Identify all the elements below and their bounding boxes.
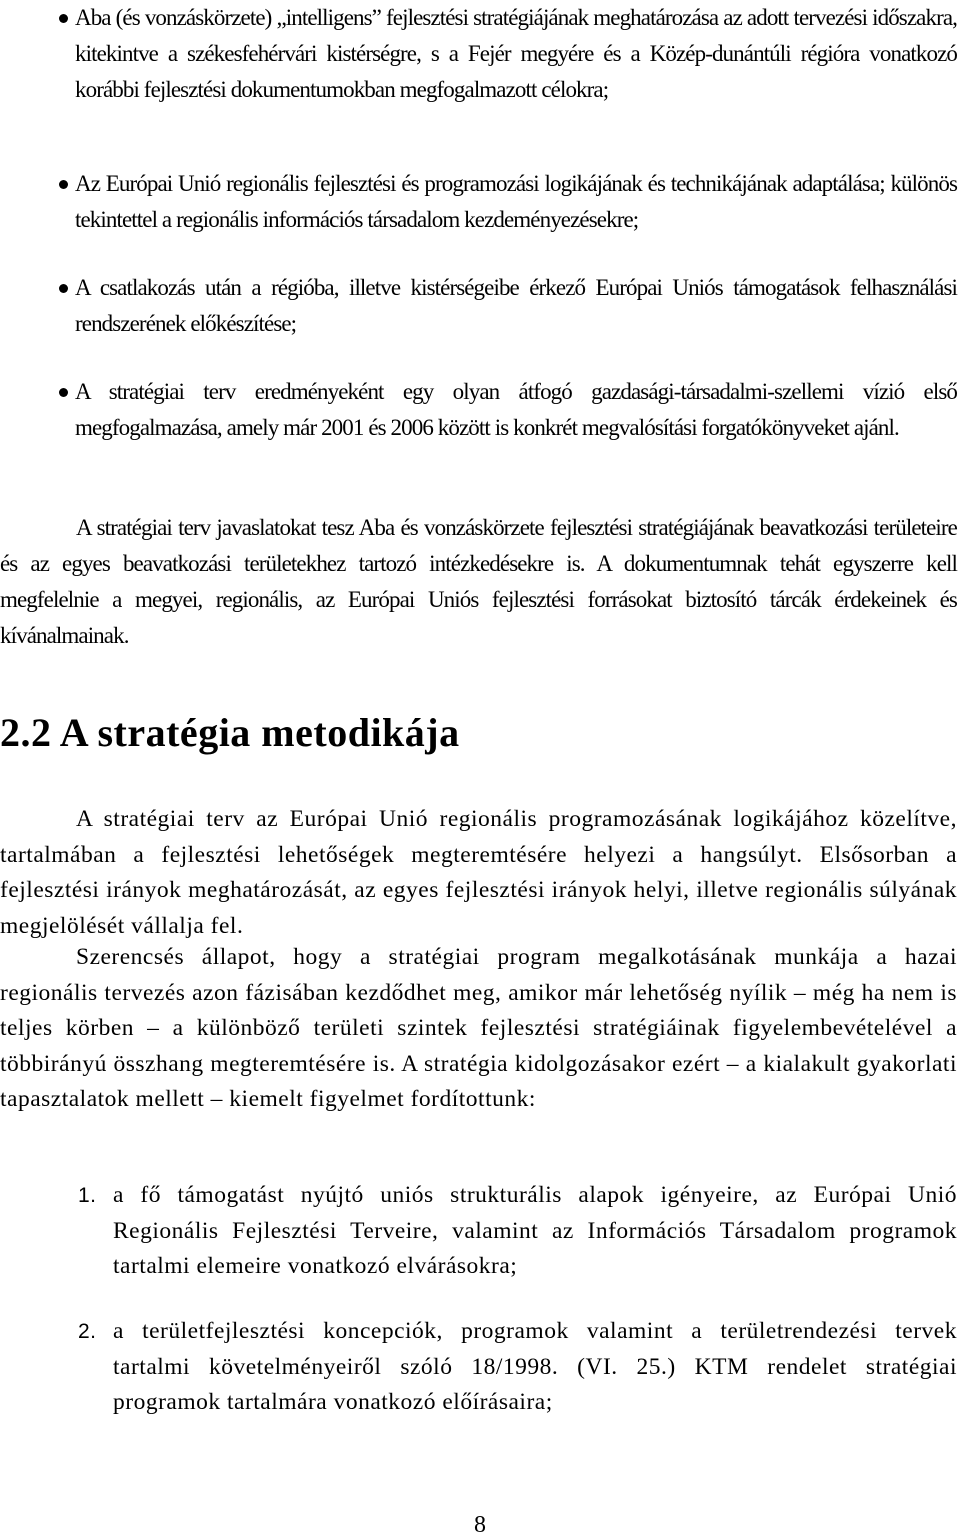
numbered-list-item xyxy=(78,1314,957,1421)
numbered-list-item xyxy=(78,1178,957,1285)
bullet-text: A stratégiai terv eredményeként egy olyan átfogó gazdasági-társadalmi-szellemi vízió első megfogalmazása, amely már 2001 és 2006 között is konkrét megvalósítási forgatókönyveket ajánl. xyxy=(75,379,957,440)
list-item-text: a fő támogatást nyújtó uniós strukturális alapok igényeire, az Európai Unió Regionális Fejlesztési Terveire, valamint az Információs Társadalom programok tartalmi elemeire vonatkozó elvárásokra; xyxy=(113,1182,957,1279)
bullet-text: Az Európai Unió regionális fejlesztési és programozási logikájának és technikájának adaptálása; különös tekintettel a regionális információs társadalom kezdeményezésekre; xyxy=(75,171,957,232)
intro-paragraph: A stratégiai terv javaslatokat tesz Aba és vonzáskörzete fejlesztési stratégiájának beavatkozási területeire és az egyes beavatkozási területekhez tartozó intézkedésekre is. A dokumentumnak tehát egyszerre kell megfelelnie a megyei, regionális, az Európai Uniós fejlesztési forrásokat biztosító tárcák érdekeinek és kívánalmainak. xyxy=(0,515,957,648)
bullet-text: Aba (és vonzáskörzete) „intelligens” fejlesztési stratégiájának meghatározása az adott tervezési időszakra, kitekintve a székesfehérvári kistérségre, s a Fejér megyére és a Közép-dunántúli régióra vonatkozó korábbi fejlesztési dokumentumokban megfogalmazott célokra; xyxy=(75,5,957,102)
page-number: 8 xyxy=(474,1512,486,1538)
bullet-icon xyxy=(59,180,68,189)
section-heading: 2.2 A stratégia metodikája xyxy=(0,710,460,755)
list-number: 1. xyxy=(78,1184,97,1207)
bullet-item xyxy=(75,270,957,342)
bullet-item xyxy=(75,374,957,446)
body-paragraph: Szerencsés állapot, hogy a stratégiai program megalkotásának munkája a hazai regionális tervezés azon fázisában kezdődhet meg, amikor már lehetőség nyílik – még ha nem is teljes körben – a különböző területi szintek fejlesztési stratégiáinak figyelembevételével a többirányú összhang megteremtésére is. A stratégia kidolgozásakor ezért – a kialakult gyakorlati tapasztalatok mellett – kiemelt figyelmet fordítottunk: xyxy=(0,944,957,1112)
list-number: 2. xyxy=(78,1320,97,1343)
bullet-item xyxy=(75,166,957,238)
bullet-icon xyxy=(59,388,68,397)
list-item-text: a területfejlesztési koncepciók, programok valamint a területrendezési tervek tartalmi követelményeiről szóló 18/1998. (VI. 25.) KTM rendelet stratégiai programok tartalmára vonatkozó előírásaira; xyxy=(113,1318,957,1415)
bullet-item xyxy=(75,0,957,108)
bullet-text: A csatlakozás után a régióba, illetve kistérségeibe érkező Európai Uniós támogatások felhasználási rendszerének előkészítése; xyxy=(75,275,957,336)
bullet-icon xyxy=(59,14,68,23)
bullet-icon xyxy=(59,284,68,293)
body-paragraph: A stratégiai terv az Európai Unió regionális programozásának logikájához közelítve, tartalmában a fejlesztési lehetőségek megteremtésére helyezi a hangsúlyt. Elsősorban a fejlesztési irányok meghatározását, az egyes fejlesztési irányok helyi, illetve regionális súlyának megjelölését vállalja fel. xyxy=(0,806,957,939)
